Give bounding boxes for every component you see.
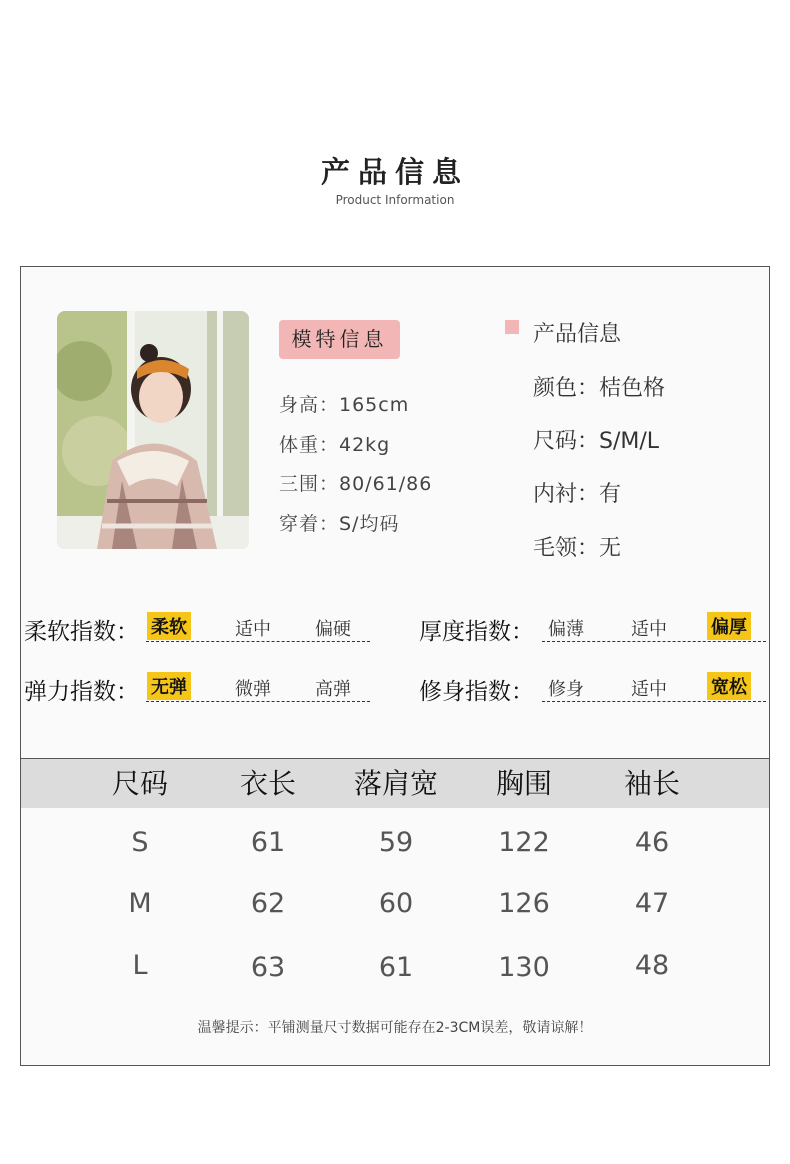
fit-option: 适中 <box>631 679 667 700</box>
cell-size: S <box>131 827 149 858</box>
cell-length: 62 <box>250 888 286 919</box>
cell-shoulder: 61 <box>378 952 414 983</box>
product-info-title: 产品信息 <box>533 322 622 347</box>
thickness-option: 偏薄 <box>548 619 584 640</box>
fit-index-label: 修身指数： <box>419 679 534 705</box>
softness-option: 偏硬 <box>315 619 351 640</box>
product-info-card <box>20 266 770 1066</box>
cell-size: L <box>132 950 148 981</box>
elasticity-index-label: 弹力指数： <box>24 679 139 705</box>
measurement-tip: 温馨提示：平铺测量尺寸数据可能存在2-3CM误差，敬请谅解！ <box>197 1020 593 1036</box>
thickness-index-label: 厚度指数： <box>419 619 534 645</box>
model-height: 身高：165cm <box>279 394 410 416</box>
elasticity-option: 无弹 <box>147 672 191 700</box>
model-info-badge: 模特信息 <box>279 320 400 359</box>
header-chest: 胸围 <box>495 767 552 800</box>
softness-index-label: 柔软指数： <box>24 619 139 645</box>
model-photo <box>57 311 249 549</box>
cell-size: M <box>128 888 152 919</box>
header-shoulder: 落肩宽 <box>353 767 438 800</box>
product-collar: 毛领：无 <box>533 536 622 561</box>
cell-length: 63 <box>250 952 286 983</box>
cell-sleeve: 47 <box>634 888 670 919</box>
product-lining: 内衬：有 <box>533 482 622 507</box>
model-measurements: 三围：80/61/86 <box>279 473 433 495</box>
elasticity-option: 微弹 <box>235 679 271 700</box>
thickness-option: 适中 <box>631 619 667 640</box>
info-marker <box>505 320 519 334</box>
elasticity-option: 高弹 <box>315 679 351 700</box>
fit-option: 宽松 <box>707 672 751 700</box>
model-wearing: 穿着：S/均码 <box>279 513 400 535</box>
cell-chest: 126 <box>498 888 550 919</box>
cell-length: 61 <box>250 827 286 858</box>
cell-sleeve: 48 <box>634 950 670 981</box>
fit-option: 修身 <box>548 679 584 700</box>
cell-chest: 122 <box>498 827 550 858</box>
product-color: 颜色：桔色格 <box>533 376 666 401</box>
cell-shoulder: 59 <box>378 827 414 858</box>
thickness-option: 偏厚 <box>707 612 751 640</box>
page-title: 产品信息 <box>320 155 469 189</box>
page-subtitle: Product Information <box>335 193 455 207</box>
header-sleeve: 袖长 <box>623 767 680 800</box>
product-size: 尺码：S/M/L <box>533 429 660 454</box>
softness-option: 柔软 <box>147 612 191 640</box>
header-size: 尺码 <box>111 767 168 800</box>
cell-sleeve: 46 <box>634 827 670 858</box>
model-weight: 体重：42kg <box>279 434 391 456</box>
cell-chest: 130 <box>498 952 550 983</box>
softness-option: 适中 <box>235 619 271 640</box>
cell-shoulder: 60 <box>378 888 414 919</box>
size-table-header <box>21 758 769 808</box>
header-length: 衣长 <box>239 767 296 800</box>
